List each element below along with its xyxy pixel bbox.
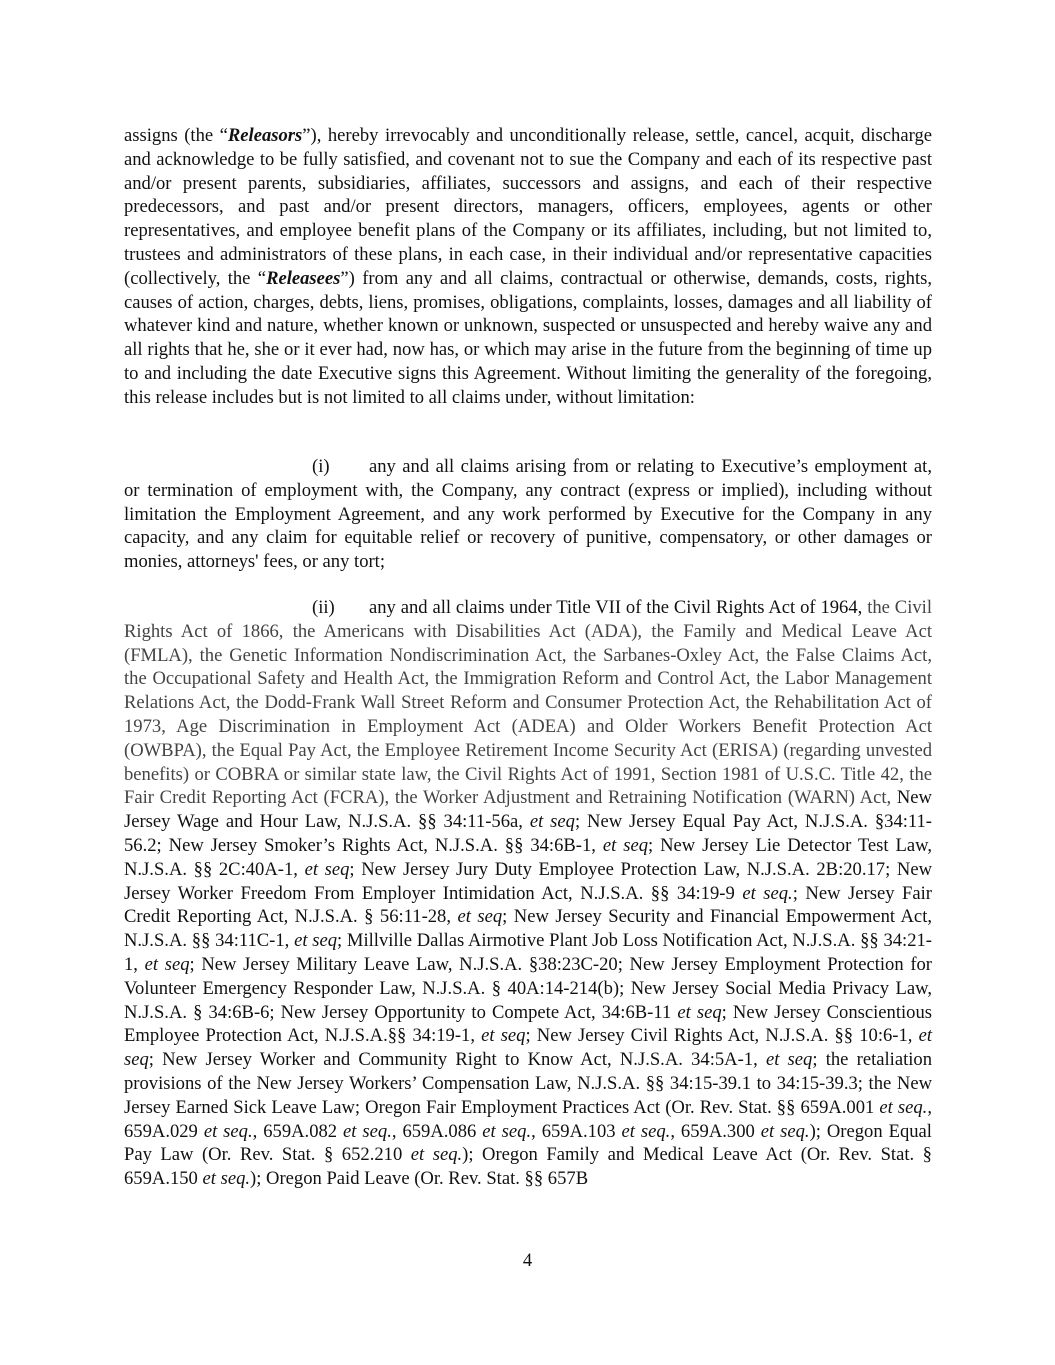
statute-list-federal: the Civil Rights Act of 1866, the Americans with Disabilities Act (ADA), the Family and Medical Leave Act (FMLA), the Genetic Information Nondiscrimination Act, the Sarbanes-Oxley Act, the False Claims Act, the Occupational Safety and Health Act, the Immigration Reform and Control Act, the Labor Management Relations Act, the Dodd-Frank Wall Street Reform and Consumer Protection Act, the Rehabilitation Act of 1973, Age Discrimination in Employment Act (ADEA) and Older Workers Benefit Protection Act (OWBPA), the Equal Pay Act, the Employee Retirement Income Security Act (ERISA) (regarding unvested benefits) or COBRA or similar state law, the Civil Rights Act of 1991, Section 1981 of U.S.C. Title 42, the Fair Credit Reporting Act (FCRA), the Worker Adjustment and Retraining Notification (WARN) Act,	[124, 597, 932, 809]
text-run: ); Oregon Equal Pay Law (Or. Rev. Stat. § 652.210	[124, 1120, 932, 1166]
et-seq: et seq	[457, 906, 503, 928]
et-seq: et seq	[144, 953, 190, 975]
text-run: ; New Jersey Conscientious Employee Protection Act, N.J.S.A.§§ 34:19-1,	[124, 1001, 932, 1047]
et-seq: et seq.	[202, 1168, 251, 1190]
text-run: , 659A.103	[531, 1120, 622, 1142]
defined-term-releasees: Releasees	[266, 267, 341, 289]
text-run: ; New Jersey Worker and Community Right to Know Act, N.J.S.A. 34:5A-1,	[148, 1049, 766, 1071]
et-seq: et seq.	[760, 1120, 810, 1142]
clause-text: any and all claims arising from or relating to Executive’s employment at, or termination of employment with, the Company, any contract (express or implied), including without limitation the Employment Agreement, and any work performed by Executive for the Company in any capacity, and any claim for equitable relief or recovery of punitive, compensatory, or other damages or monies, attorneys' fees, or any tort;	[124, 456, 932, 573]
text-run: ; New Jersey Security and Financial Empowerment Act, N.J.S.A. §§ 34:11C-1,	[124, 906, 933, 952]
text-run: assigns (the “	[124, 125, 228, 146]
text-run: ); Oregon Family and Medical Leave Act (Or. Rev. Stat. § 659A.150	[124, 1144, 932, 1190]
text-run: ; New Jersey Equal Pay Act, N.J.S.A. §34:11-56.2; New Jersey Smoker’s Rights Act, N.J.S.A. §§ 34:6B-1,	[124, 811, 932, 856]
et-seq: et seq	[124, 1025, 932, 1071]
release-paragraph	[124, 124, 932, 410]
et-seq: et seq	[677, 1001, 722, 1023]
et-seq-part: et	[742, 882, 756, 904]
et-seq: et seq.	[203, 1120, 253, 1142]
text-run: New Jersey Wage and Hour Law, N.J.S.A. §§ 34:11-56a,	[124, 787, 932, 833]
text-run: ”), hereby irrevocably and unconditionally release, settle, cancel, acquit, discharge and acknowledge to be fully satisfied, and covenant not to sue the Company and each of its respective past and/or present parents, subsidiaries, affiliates, successors and assigns, and each of their respective predecessors, and past and/or present directors, managers, officers, employees, agents or other representatives, and employee benefit plans of the Company or its affiliates, including, but not limited to, trustees and administrators of these plans, in each case, in their individual and/or representative capacities (collectively, the “	[124, 125, 932, 289]
text-run: ; Millville Dallas Airmotive Plant Job Loss Notification Act, N.J.S.A. §§ 34:21-1,	[124, 930, 932, 975]
et-seq: et seq	[529, 811, 575, 833]
clause-ii	[124, 596, 932, 1191]
et-seq: et seq.	[482, 1120, 532, 1142]
text-run: ; New Jersey Jury Duty Employee Protection Law, N.J.S.A. 2B:20.17; New Jersey Worker Freedom From Employer Intimidation Act, N.J.S.A. §§ 34:19-9	[124, 858, 932, 904]
clause-number: (ii)	[312, 597, 335, 618]
et-seq: et seq.	[410, 1144, 463, 1166]
et-seq: et seq	[481, 1025, 526, 1047]
clause-number: (i)	[312, 456, 330, 477]
text-run: , 659A.082	[252, 1120, 344, 1142]
et-seq: et seq.	[343, 1120, 392, 1142]
et-seq: et seq.	[621, 1120, 671, 1142]
text-run: , 659A.086	[391, 1120, 483, 1142]
defined-term-releasors: Releasors	[227, 125, 303, 146]
clause-lead-text: any and all claims under Title VII of the Civil Rights Act of 1964,	[369, 597, 863, 618]
page-number: 4	[522, 1250, 533, 1271]
text-run: , 659A.029	[124, 1096, 932, 1142]
et-seq: et seq	[602, 834, 648, 856]
text-run: ); Oregon Paid Leave (Or. Rev. Stat. §§ 657B	[250, 1168, 589, 1190]
clause-i	[124, 455, 932, 574]
text-run: , 659A.300	[670, 1120, 761, 1142]
text-run: ; the retaliation provisions of the New Jersey Workers’ Compensation Law, N.J.S.A. §§ 34:15-39.1 to 34:15-39.3; the New Jersey Earned Sick Leave Law; Oregon Fair Employment Practices Act (Or. Rev. Stat. §§ 659A.001	[124, 1049, 932, 1118]
et-seq: et seq	[765, 1049, 813, 1071]
text-run: ”) from any and all claims, contractual or otherwise, demands, costs, rights, causes of action, charges, debts, liens, promises, obligations, complaints, losses, damages and all liability of whatever kind and nature, whether known or unknown, suspected or unsuspected and hereby waive any and all rights that he, she or it ever had, now has, or which may arise in the future from the beginning of time up to and including the date Executive signs this Agreement. Without limiting the generality of the foregoing, this release includes but is not limited to all claims under, without limitation:	[124, 267, 933, 408]
text-run: ; New Jersey Fair Credit Reporting Act, N.J.S.A. § 56:11-28,	[124, 882, 932, 928]
et-seq: et seq	[304, 858, 350, 880]
text-run: ; New Jersey Lie Detector Test Law, N.J.S.A. §§ 2C:40A-1,	[124, 834, 932, 880]
et-seq-part: seq.	[763, 882, 793, 904]
text-run: ; New Jersey Civil Rights Act, N.J.S.A. §§ 10:6-1,	[525, 1025, 919, 1047]
et-seq: et seq	[294, 930, 338, 952]
text-run: ; New Jersey Military Leave Law, N.J.S.A. §38:23C-20; New Jersey Employment Protection for Volunteer Emergency Responder Law, N.J.S.A. § 40A:14-214(b); New Jersey Social Media Privacy Law, N.J.S.A. § 34:6B-6; New Jersey Opportunity to Compete Act, 34:6B-11	[124, 953, 932, 1023]
et-seq: et seq.	[879, 1096, 928, 1118]
